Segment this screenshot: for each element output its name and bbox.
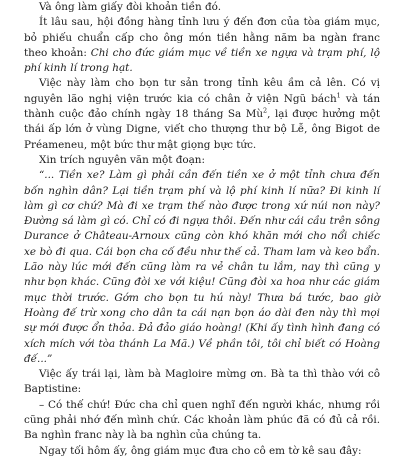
paragraph-4: Xin trích nguyên văn một đoạn:: [39, 153, 205, 166]
paragraph-3: [24, 76, 380, 152]
paragraph-8: Ngay tối hôm ấy, ông giám mục đưa cho cô em tờ kê sau đây:: [39, 444, 362, 457]
footnote-ref-2: 2: [263, 106, 268, 115]
paragraph-1: Và ông làm giấy đòi khoản tiền đó.: [39, 1, 222, 13]
paragraph-3-text-b: và tán thành cuộc đảo chính ngày 18 tháng Sa Mù: [24, 92, 381, 121]
quoted-letter: “... Tiền xe? Làm gì phải cần đến tiền xe ở một tỉnh chưa đến bốn nghìn dân? Lại tiền trạm phí và lộ phí kinh lí nữa? Đi kinh lí làm gì cơ chứ? Mà đi xe trạm thế nào được trong xứ núi non này? Đường sá làm gì có. Chỉ có đi ngựa thôi. Đến như cái cầu trên sông Durance ở Château-Arnoux cũng còn khó khăn mới cho nổi chiếc xe bò đi qua. Cái bọn cha cố đều như thế cả. Tham lam và keo bẩn. Lão này lúc mới đến cũng làm ra vẻ chân tu lắm, nay thì cũng y như bọn khác. Cũng đòi xe với kiệu! Cũng đòi xa hoa như các giám mục thời trước. Gớm cho bọn tu hú này! Thưa bá tước, bao giờ Hoàng đế trừ xong cho dân ta cái nạn bọn áo dài đen này thì mọi sự mới được ổn thỏa. Đả đảo giáo hoàng! (Khi ấy tình hình đang có xích mích với tòa thánh La Mã.) Về phần tôi, tôi chỉ biết có Hoàng đế...”: [24, 169, 380, 365]
paragraph-2: [24, 15, 380, 76]
dialogue-paragraph: – Có thế chứ! Đức cha chỉ quen nghĩ đến người khác, nhưng rồi cũng phải nhớ đến mình chứ. Các khoản làm phúc đã có đủ cả rồi. Ba nghìn franc này là ba nghìn của chúng ta.: [24, 398, 380, 442]
paragraph-6: Việc ấy trái lại, làm bà Magloire mừng ơn. Bà ta thì thào với cô Baptistine:: [24, 368, 380, 396]
paragraph-2-italic-clause: Chi cho đức giám mục về tiền xe ngựa và trạm phí, lộ phí kinh lí trong hạt.: [24, 46, 380, 75]
paragraph-3-text-c: , lại được hưởng một thái ấp lớn ở vùng Digne, viết cho thượng thư bộ Lễ, ông Bigot de Préameneu, một bức thư mật giọng bực tức.: [24, 108, 380, 151]
footnote-ref-1: 1: [336, 91, 341, 100]
paragraph-3-text-a: Việc này làm cho bọn tư sản trong tỉnh kêu ầm cả lên. Có vị nguyên lão nghị viện trước kia có chân ở viện Ngũ bách: [24, 77, 380, 105]
paragraph-2-text: Ít lâu sau, hội đồng hàng tỉnh lưu ý đến đơn của tòa giám mục, bỏ phiếu chuẩn cấp cho ông món tiền hằng năm ba ngàn franc theo khoản:: [24, 16, 380, 59]
